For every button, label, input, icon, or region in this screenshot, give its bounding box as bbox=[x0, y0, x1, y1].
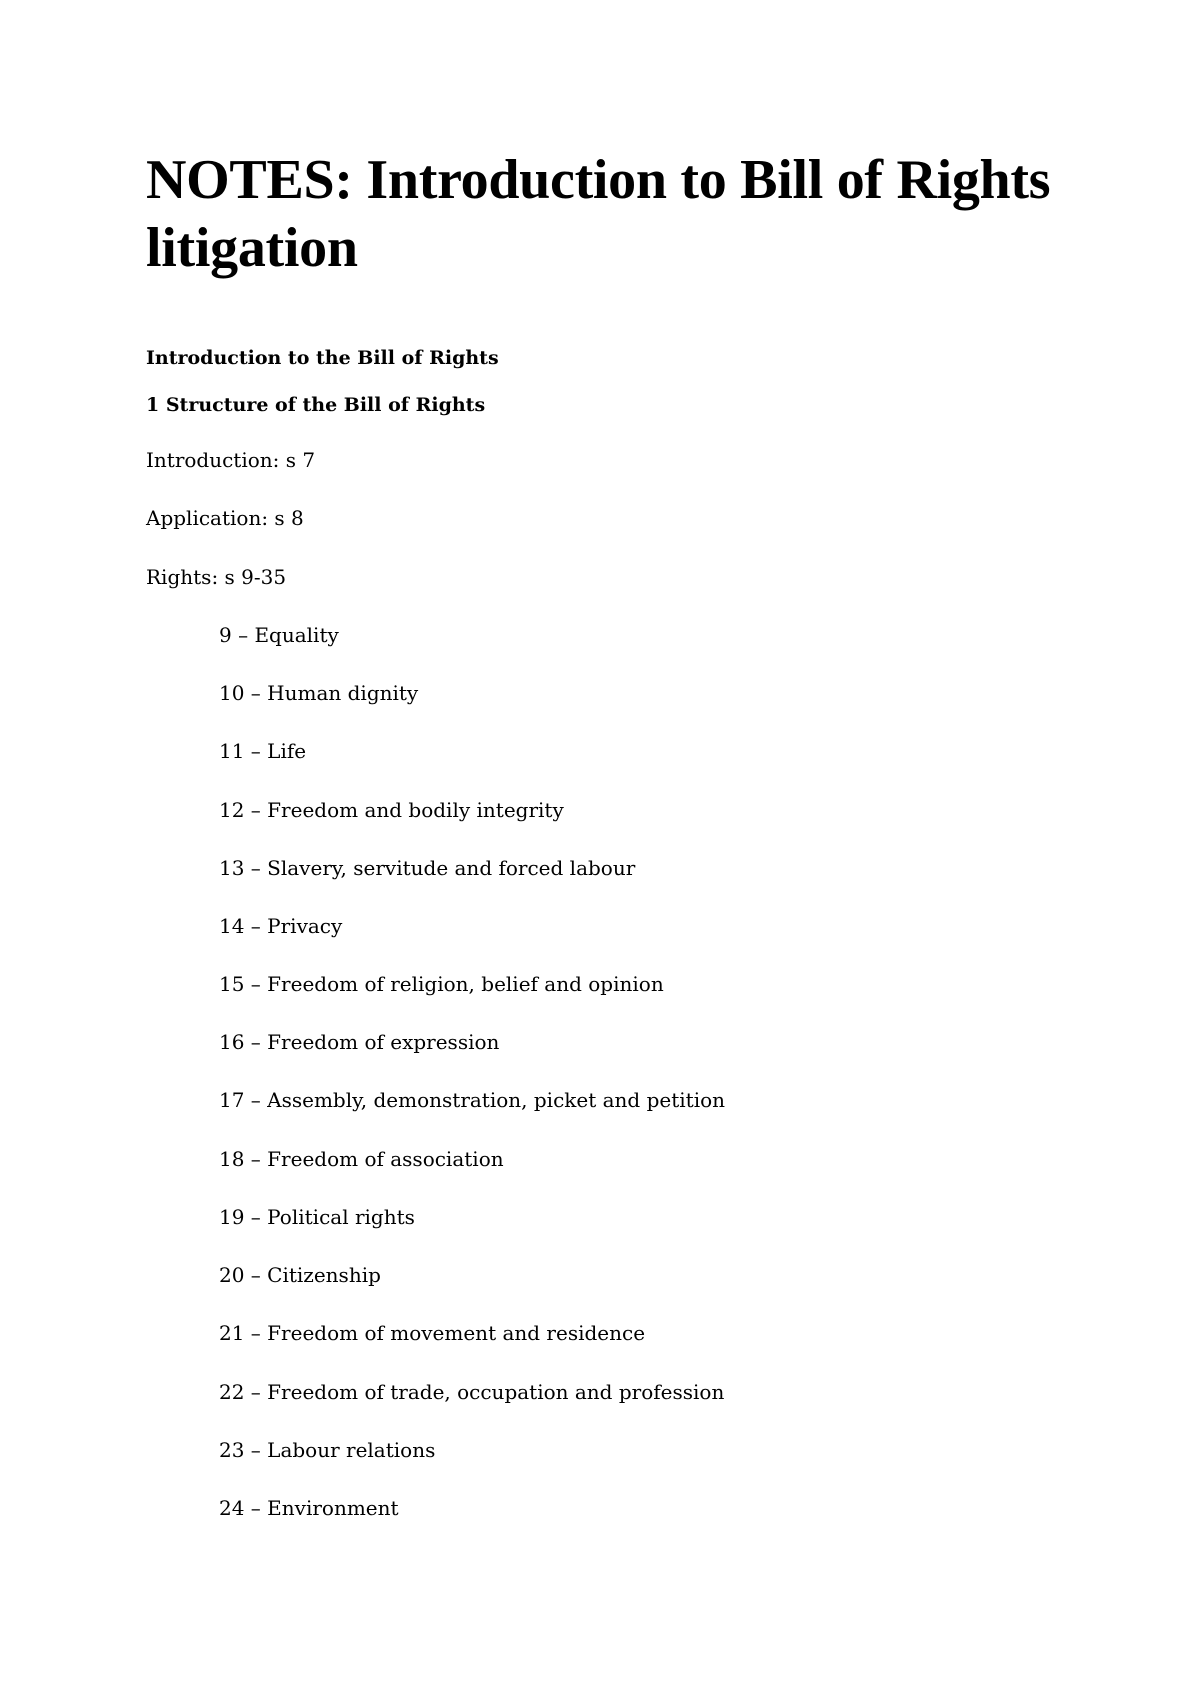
rights-list-item: 16 – Freedom of expression bbox=[219, 1030, 500, 1054]
rights-list-item: 9 – Equality bbox=[219, 623, 339, 647]
rights-list-item: 15 – Freedom of religion, belief and opinion bbox=[219, 972, 664, 996]
rights-list-item: 13 – Slavery, servitude and forced labour bbox=[219, 856, 636, 880]
section-heading: Introduction to the Bill of Rights bbox=[146, 347, 499, 369]
overview-line-application: Application: s 8 bbox=[146, 506, 304, 530]
rights-list-item: 19 – Political rights bbox=[219, 1205, 415, 1229]
rights-list-item: 24 – Environment bbox=[219, 1496, 399, 1520]
rights-list-item: 23 – Labour relations bbox=[219, 1438, 436, 1462]
rights-list-item: 10 – Human dignity bbox=[219, 681, 419, 705]
rights-list-item: 14 – Privacy bbox=[219, 914, 343, 938]
rights-list-item: 20 – Citizenship bbox=[219, 1263, 381, 1287]
rights-list-item: 11 – Life bbox=[219, 739, 307, 763]
overview-line-introduction: Introduction: s 7 bbox=[146, 448, 316, 472]
rights-list-item: 22 – Freedom of trade, occupation and profession bbox=[219, 1380, 725, 1404]
rights-list-item: 18 – Freedom of association bbox=[219, 1147, 504, 1171]
subsection-heading: 1 Structure of the Bill of Rights bbox=[146, 394, 486, 416]
overview-line-rights: Rights: s 9-35 bbox=[146, 565, 287, 589]
rights-list-item: 21 – Freedom of movement and residence bbox=[219, 1321, 646, 1345]
document-title: NOTES: Introduction to Bill of Rights litigation bbox=[146, 149, 1051, 279]
rights-list-item: 12 – Freedom and bodily integrity bbox=[219, 798, 564, 822]
rights-list-item: 17 – Assembly, demonstration, picket and petition bbox=[219, 1088, 726, 1112]
